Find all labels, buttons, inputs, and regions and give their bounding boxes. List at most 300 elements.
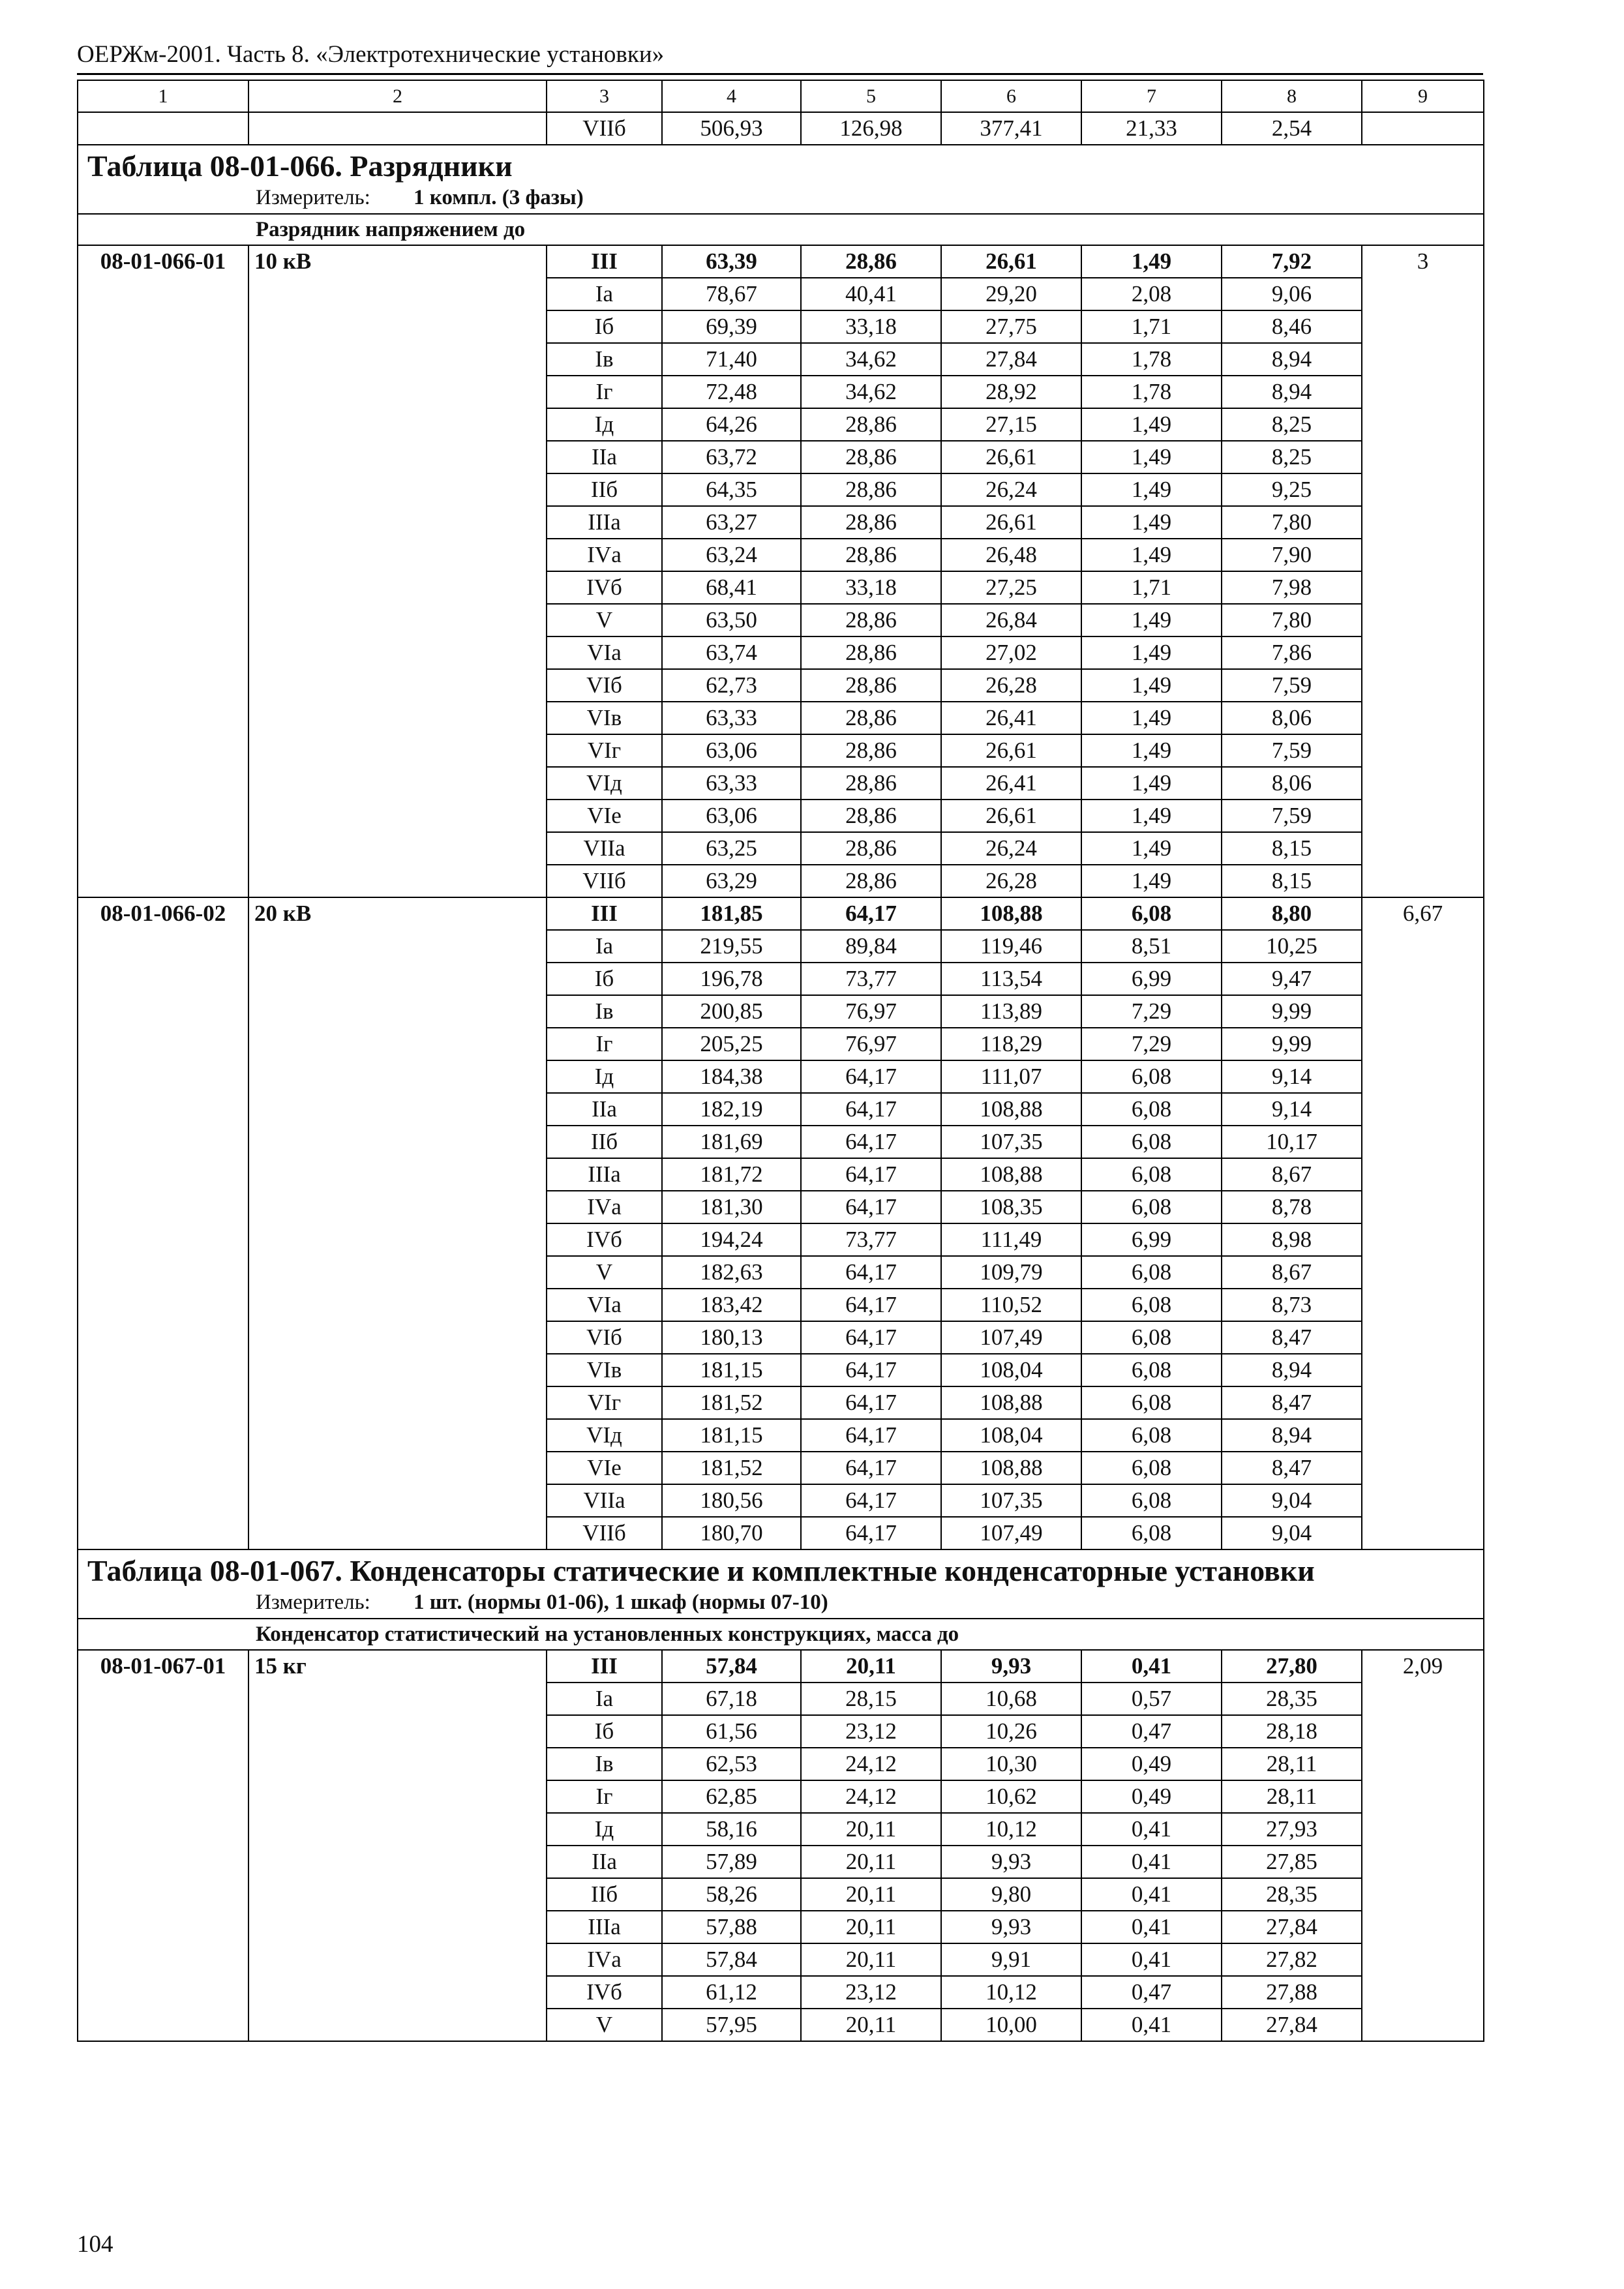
- column-number: 6: [941, 80, 1081, 112]
- region-cell: VIб: [547, 669, 662, 702]
- column-number: 8: [1222, 80, 1362, 112]
- column-number: 2: [248, 80, 547, 112]
- value-cell: 62,85: [662, 1780, 801, 1813]
- column-number: 7: [1081, 80, 1222, 112]
- value-cell: 8,47: [1222, 1452, 1362, 1484]
- value-cell: 1,49: [1081, 832, 1222, 865]
- measure-line: [87, 185, 1483, 213]
- value-cell: 205,25: [662, 1028, 801, 1060]
- value-cell: 64,17: [801, 1191, 941, 1223]
- value-cell: 9,04: [1222, 1484, 1362, 1517]
- value-cell: 63,27: [662, 506, 801, 539]
- value-cell: 64,17: [801, 1419, 941, 1452]
- value-cell: 76,97: [801, 995, 941, 1028]
- value-cell: 107,35: [941, 1484, 1081, 1517]
- value-cell: 111,49: [941, 1223, 1081, 1256]
- measure-line: [87, 1589, 1483, 1618]
- value-cell: 28,86: [801, 636, 941, 669]
- value-cell: 27,84: [941, 343, 1081, 376]
- value-cell: 8,25: [1222, 408, 1362, 441]
- region-cell: III: [547, 245, 662, 278]
- value-cell: 0,41: [1081, 1878, 1222, 1911]
- value-cell: 1,49: [1081, 702, 1222, 734]
- value-cell: 26,61: [941, 441, 1081, 473]
- value-cell: 8,67: [1222, 1158, 1362, 1191]
- value-cell: 181,15: [662, 1354, 801, 1386]
- value-cell: 27,84: [1222, 1911, 1362, 1943]
- value-cell: 68,41: [662, 571, 801, 604]
- value-cell: 6,08: [1081, 1289, 1222, 1321]
- value-cell: 28,15: [801, 1683, 941, 1715]
- value-cell: 73,77: [801, 963, 941, 995]
- norm-code: 08-01-066-02: [78, 897, 248, 1549]
- value-cell: 377,41: [941, 112, 1081, 145]
- value-cell: 28,11: [1222, 1748, 1362, 1780]
- value-cell: 1,49: [1081, 441, 1222, 473]
- value-cell: 28,86: [801, 767, 941, 800]
- value-cell: 64,17: [801, 1256, 941, 1289]
- value-cell: 1,49: [1081, 604, 1222, 636]
- value-cell: 108,35: [941, 1191, 1081, 1223]
- value-cell: 62,53: [662, 1748, 801, 1780]
- value-cell: 27,88: [1222, 1976, 1362, 2009]
- value-cell: 27,82: [1222, 1943, 1362, 1976]
- value-cell: 33,18: [801, 571, 941, 604]
- value-cell: 9,91: [941, 1943, 1081, 1976]
- value-cell: 119,46: [941, 930, 1081, 963]
- value-cell: 8,67: [1222, 1256, 1362, 1289]
- value-cell: 7,59: [1222, 734, 1362, 767]
- value-cell: 6,08: [1081, 1093, 1222, 1126]
- value-cell: 6,08: [1081, 1484, 1222, 1517]
- value-cell: 9,99: [1222, 995, 1362, 1028]
- value-cell: 64,17: [801, 897, 941, 930]
- section-subtitle-row: [78, 1619, 1484, 1650]
- value-cell: 28,11: [1222, 1780, 1362, 1813]
- value-cell: 1,49: [1081, 506, 1222, 539]
- value-cell: 27,15: [941, 408, 1081, 441]
- value-cell: 0,41: [1081, 2009, 1222, 2041]
- value-cell: 108,88: [941, 1093, 1081, 1126]
- value-cell: 20,11: [801, 1650, 941, 1683]
- value-cell: 1,49: [1081, 245, 1222, 278]
- item-name: 20 кВ: [248, 897, 547, 1549]
- value-cell: 26,28: [941, 669, 1081, 702]
- value-cell: 8,51: [1081, 930, 1222, 963]
- measure-label: Измеритель:: [256, 186, 370, 209]
- value-cell: 8,06: [1222, 702, 1362, 734]
- region-cell: Iг: [547, 376, 662, 408]
- value-cell: 26,61: [941, 245, 1081, 278]
- table-section-header: [78, 145, 1484, 214]
- value-cell: 8,15: [1222, 865, 1362, 897]
- value-cell: 28,86: [801, 539, 941, 571]
- region-cell: Iг: [547, 1780, 662, 1813]
- region-cell: Iд: [547, 1813, 662, 1846]
- region-cell: Iг: [547, 1028, 662, 1060]
- value-cell: 63,29: [662, 865, 801, 897]
- region-cell: IVа: [547, 1943, 662, 1976]
- region-cell: Iб: [547, 310, 662, 343]
- value-cell: 6,08: [1081, 1386, 1222, 1419]
- value-cell: 28,86: [801, 800, 941, 832]
- value-cell: 1,49: [1081, 800, 1222, 832]
- region-cell: IVа: [547, 1191, 662, 1223]
- region-cell: VIд: [547, 1419, 662, 1452]
- value-cell: 28,86: [801, 473, 941, 506]
- value-cell: 78,67: [662, 278, 801, 310]
- value-cell: 181,72: [662, 1158, 801, 1191]
- value-cell: 64,17: [801, 1060, 941, 1093]
- value-cell: 63,24: [662, 539, 801, 571]
- value-cell: 28,86: [801, 865, 941, 897]
- value-cell: 8,78: [1222, 1191, 1362, 1223]
- value-cell: 181,30: [662, 1191, 801, 1223]
- value-cell: 34,62: [801, 343, 941, 376]
- value-cell: 27,85: [1222, 1846, 1362, 1878]
- region-cell: Iб: [547, 963, 662, 995]
- value-cell: 64,17: [801, 1484, 941, 1517]
- value-cell: 8,80: [1222, 897, 1362, 930]
- value-cell: 10,30: [941, 1748, 1081, 1780]
- value-cell: 183,42: [662, 1289, 801, 1321]
- value-cell: 108,04: [941, 1354, 1081, 1386]
- measure-label: Измеритель:: [256, 1591, 370, 1614]
- region-cell: V: [547, 604, 662, 636]
- section-subtitle-row: [78, 214, 1484, 245]
- value-cell: 27,80: [1222, 1650, 1362, 1683]
- value-cell: 1,49: [1081, 734, 1222, 767]
- value-cell: 7,86: [1222, 636, 1362, 669]
- column-number: 9: [1362, 80, 1484, 112]
- value-cell: 1,49: [1081, 865, 1222, 897]
- value-cell: 63,33: [662, 767, 801, 800]
- value-cell: 6,08: [1081, 1060, 1222, 1093]
- value-cell: 506,93: [662, 112, 801, 145]
- value-cell: 76,97: [801, 1028, 941, 1060]
- table-row: [78, 1650, 1484, 1683]
- region-cell: VIа: [547, 1289, 662, 1321]
- value-cell: 62,73: [662, 669, 801, 702]
- value-cell: 7,90: [1222, 539, 1362, 571]
- value-cell: 7,80: [1222, 604, 1362, 636]
- value-cell: 20,11: [801, 2009, 941, 2041]
- value-cell: 57,84: [662, 1650, 801, 1683]
- region-cell: IIа: [547, 441, 662, 473]
- value-cell: 8,94: [1222, 343, 1362, 376]
- value-cell: 64,17: [801, 1158, 941, 1191]
- value-cell: 9,14: [1222, 1060, 1362, 1093]
- region-cell: VIд: [547, 767, 662, 800]
- value-cell: 8,98: [1222, 1223, 1362, 1256]
- value-cell: 107,49: [941, 1321, 1081, 1354]
- value-cell: 108,04: [941, 1419, 1081, 1452]
- value-cell: 9,47: [1222, 963, 1362, 995]
- value-cell: 6,08: [1081, 1126, 1222, 1158]
- value-cell: 28,92: [941, 376, 1081, 408]
- value-cell: 6,08: [1081, 1256, 1222, 1289]
- value-cell: 63,06: [662, 800, 801, 832]
- value-cell: 10,12: [941, 1976, 1081, 2009]
- value-cell: 26,41: [941, 767, 1081, 800]
- value-cell: 27,93: [1222, 1813, 1362, 1846]
- value-cell: 28,18: [1222, 1715, 1362, 1748]
- value-cell: 126,98: [801, 112, 941, 145]
- value-cell: 6,08: [1081, 1517, 1222, 1549]
- value-cell: 57,89: [662, 1846, 801, 1878]
- value-cell: 181,52: [662, 1452, 801, 1484]
- value-cell: 181,52: [662, 1386, 801, 1419]
- column-number: 4: [662, 80, 801, 112]
- value-cell: 26,61: [941, 734, 1081, 767]
- value-cell: 9,99: [1222, 1028, 1362, 1060]
- region-cell: VIб: [547, 1321, 662, 1354]
- value-cell: 8,06: [1222, 767, 1362, 800]
- value-cell: VIIб: [547, 112, 662, 145]
- measure-value: 1 шт. (нормы 01-06), 1 шкаф (нормы 07-10): [414, 1591, 828, 1614]
- value-cell: 24,12: [801, 1748, 941, 1780]
- col9-value: 3: [1362, 245, 1484, 897]
- value-cell: 0,49: [1081, 1748, 1222, 1780]
- section-subtitle: Конденсатор статистический на установленных конструкциях, масса до: [78, 1619, 1484, 1650]
- region-cell: VIг: [547, 1386, 662, 1419]
- value-cell: 28,86: [801, 734, 941, 767]
- value-cell: 7,29: [1081, 1028, 1222, 1060]
- value-cell: 27,84: [1222, 2009, 1362, 2041]
- value-cell: 72,48: [662, 376, 801, 408]
- value-cell: 89,84: [801, 930, 941, 963]
- value-cell: 0,41: [1081, 1813, 1222, 1846]
- value-cell: 8,46: [1222, 310, 1362, 343]
- empty-cell: [78, 112, 248, 145]
- value-cell: 64,17: [801, 1452, 941, 1484]
- region-cell: Iб: [547, 1715, 662, 1748]
- value-cell: 21,33: [1081, 112, 1222, 145]
- value-cell: 0,41: [1081, 1911, 1222, 1943]
- column-number-row: [78, 80, 1484, 112]
- region-cell: IIIа: [547, 506, 662, 539]
- value-cell: 107,35: [941, 1126, 1081, 1158]
- value-cell: 40,41: [801, 278, 941, 310]
- value-cell: 1,49: [1081, 539, 1222, 571]
- value-cell: 64,17: [801, 1093, 941, 1126]
- measure-value: 1 компл. (3 фазы): [414, 186, 584, 209]
- value-cell: 6,99: [1081, 963, 1222, 995]
- value-cell: 69,39: [662, 310, 801, 343]
- value-cell: 64,26: [662, 408, 801, 441]
- value-cell: 1,49: [1081, 767, 1222, 800]
- value-cell: 26,61: [941, 800, 1081, 832]
- value-cell: 67,18: [662, 1683, 801, 1715]
- region-cell: IIIа: [547, 1158, 662, 1191]
- value-cell: 194,24: [662, 1223, 801, 1256]
- value-cell: 108,88: [941, 897, 1081, 930]
- value-cell: 8,47: [1222, 1386, 1362, 1419]
- value-cell: 28,86: [801, 669, 941, 702]
- value-cell: 6,08: [1081, 1321, 1222, 1354]
- value-cell: 10,00: [941, 2009, 1081, 2041]
- value-cell: 64,17: [801, 1354, 941, 1386]
- value-cell: 200,85: [662, 995, 801, 1028]
- value-cell: 1,71: [1081, 571, 1222, 604]
- region-cell: Iа: [547, 930, 662, 963]
- value-cell: 63,33: [662, 702, 801, 734]
- value-cell: 64,17: [801, 1386, 941, 1419]
- value-cell: 113,89: [941, 995, 1081, 1028]
- value-cell: 7,29: [1081, 995, 1222, 1028]
- region-cell: VIе: [547, 1452, 662, 1484]
- section-subtitle: Разрядник напряжением до: [78, 214, 1484, 245]
- value-cell: 10,68: [941, 1683, 1081, 1715]
- norm-code: 08-01-066-01: [78, 245, 248, 897]
- value-cell: 108,88: [941, 1386, 1081, 1419]
- value-cell: 6,08: [1081, 897, 1222, 930]
- value-cell: 64,35: [662, 473, 801, 506]
- value-cell: 2,54: [1222, 112, 1362, 145]
- value-cell: 1,78: [1081, 376, 1222, 408]
- value-cell: 63,74: [662, 636, 801, 669]
- value-cell: 182,63: [662, 1256, 801, 1289]
- region-cell: V: [547, 1256, 662, 1289]
- value-cell: 64,17: [801, 1289, 941, 1321]
- value-cell: 26,41: [941, 702, 1081, 734]
- value-cell: 6,08: [1081, 1191, 1222, 1223]
- value-cell: 9,93: [941, 1650, 1081, 1683]
- region-cell: IIб: [547, 1878, 662, 1911]
- value-cell: 64,17: [801, 1321, 941, 1354]
- value-cell: 0,57: [1081, 1683, 1222, 1715]
- value-cell: 182,19: [662, 1093, 801, 1126]
- value-cell: 181,69: [662, 1126, 801, 1158]
- value-cell: 6,08: [1081, 1452, 1222, 1484]
- region-cell: IVб: [547, 1223, 662, 1256]
- value-cell: 180,70: [662, 1517, 801, 1549]
- region-cell: VIIб: [547, 1517, 662, 1549]
- value-cell: 28,86: [801, 702, 941, 734]
- value-cell: 29,20: [941, 278, 1081, 310]
- value-cell: 0,41: [1081, 1943, 1222, 1976]
- page-header: ОЕРЖм-2001. Часть 8. «Электротехнические установки»: [77, 41, 665, 68]
- value-cell: 28,86: [801, 832, 941, 865]
- value-cell: 107,49: [941, 1517, 1081, 1549]
- region-cell: VIв: [547, 702, 662, 734]
- value-cell: 26,84: [941, 604, 1081, 636]
- value-cell: 10,26: [941, 1715, 1081, 1748]
- value-cell: 20,11: [801, 1846, 941, 1878]
- value-cell: 63,06: [662, 734, 801, 767]
- section-title: Таблица 08-01-066. Разрядники: [87, 149, 513, 183]
- value-cell: 24,12: [801, 1780, 941, 1813]
- value-cell: 1,71: [1081, 310, 1222, 343]
- region-cell: Iа: [547, 1683, 662, 1715]
- value-cell: 181,85: [662, 897, 801, 930]
- value-cell: 6,08: [1081, 1354, 1222, 1386]
- value-cell: 10,17: [1222, 1126, 1362, 1158]
- table-row: [78, 897, 1484, 930]
- value-cell: 0,41: [1081, 1846, 1222, 1878]
- region-cell: Iв: [547, 343, 662, 376]
- value-cell: 27,25: [941, 571, 1081, 604]
- value-cell: 184,38: [662, 1060, 801, 1093]
- value-cell: 8,94: [1222, 376, 1362, 408]
- region-cell: VIа: [547, 636, 662, 669]
- value-cell: 9,25: [1222, 473, 1362, 506]
- region-cell: Iд: [547, 1060, 662, 1093]
- empty-cell: [1362, 112, 1484, 145]
- column-number: 5: [801, 80, 941, 112]
- region-cell: III: [547, 1650, 662, 1683]
- value-cell: 2,08: [1081, 278, 1222, 310]
- value-cell: 181,15: [662, 1419, 801, 1452]
- value-cell: 28,86: [801, 441, 941, 473]
- value-cell: 33,18: [801, 310, 941, 343]
- value-cell: 180,13: [662, 1321, 801, 1354]
- col9-value: 2,09: [1362, 1650, 1484, 2041]
- value-cell: 34,62: [801, 376, 941, 408]
- region-cell: IIа: [547, 1846, 662, 1878]
- value-cell: 63,72: [662, 441, 801, 473]
- value-cell: 113,54: [941, 963, 1081, 995]
- value-cell: 9,06: [1222, 278, 1362, 310]
- value-cell: 73,77: [801, 1223, 941, 1256]
- value-cell: 7,59: [1222, 800, 1362, 832]
- value-cell: 64,17: [801, 1126, 941, 1158]
- value-cell: 63,39: [662, 245, 801, 278]
- region-cell: VIв: [547, 1354, 662, 1386]
- value-cell: 108,88: [941, 1452, 1081, 1484]
- value-cell: 7,80: [1222, 506, 1362, 539]
- region-cell: IIб: [547, 1126, 662, 1158]
- region-cell: Iв: [547, 1748, 662, 1780]
- section-header-cell: [78, 145, 1484, 214]
- value-cell: 26,24: [941, 473, 1081, 506]
- value-cell: 6,99: [1081, 1223, 1222, 1256]
- value-cell: 20,11: [801, 1911, 941, 1943]
- value-cell: 8,25: [1222, 441, 1362, 473]
- value-cell: 6,08: [1081, 1419, 1222, 1452]
- value-cell: 27,02: [941, 636, 1081, 669]
- value-cell: 57,88: [662, 1911, 801, 1943]
- value-cell: 1,78: [1081, 343, 1222, 376]
- value-cell: 0,47: [1081, 1715, 1222, 1748]
- value-cell: 110,52: [941, 1289, 1081, 1321]
- column-number: 3: [547, 80, 662, 112]
- value-cell: 28,86: [801, 604, 941, 636]
- value-cell: 8,73: [1222, 1289, 1362, 1321]
- region-cell: Iд: [547, 408, 662, 441]
- norms-table-body: [78, 80, 1484, 2041]
- table-row: [78, 245, 1484, 278]
- value-cell: 26,24: [941, 832, 1081, 865]
- value-cell: 63,50: [662, 604, 801, 636]
- value-cell: 9,04: [1222, 1517, 1362, 1549]
- value-cell: 8,15: [1222, 832, 1362, 865]
- value-cell: 26,48: [941, 539, 1081, 571]
- value-cell: 9,80: [941, 1878, 1081, 1911]
- region-cell: IIб: [547, 473, 662, 506]
- value-cell: 9,93: [941, 1911, 1081, 1943]
- value-cell: 118,29: [941, 1028, 1081, 1060]
- region-cell: IIа: [547, 1093, 662, 1126]
- item-name: 15 кг: [248, 1650, 547, 2041]
- value-cell: 61,12: [662, 1976, 801, 2009]
- value-cell: 1,49: [1081, 669, 1222, 702]
- value-cell: 10,12: [941, 1813, 1081, 1846]
- region-cell: IVа: [547, 539, 662, 571]
- value-cell: 1,49: [1081, 636, 1222, 669]
- region-cell: VIIа: [547, 1484, 662, 1517]
- value-cell: 20,11: [801, 1943, 941, 1976]
